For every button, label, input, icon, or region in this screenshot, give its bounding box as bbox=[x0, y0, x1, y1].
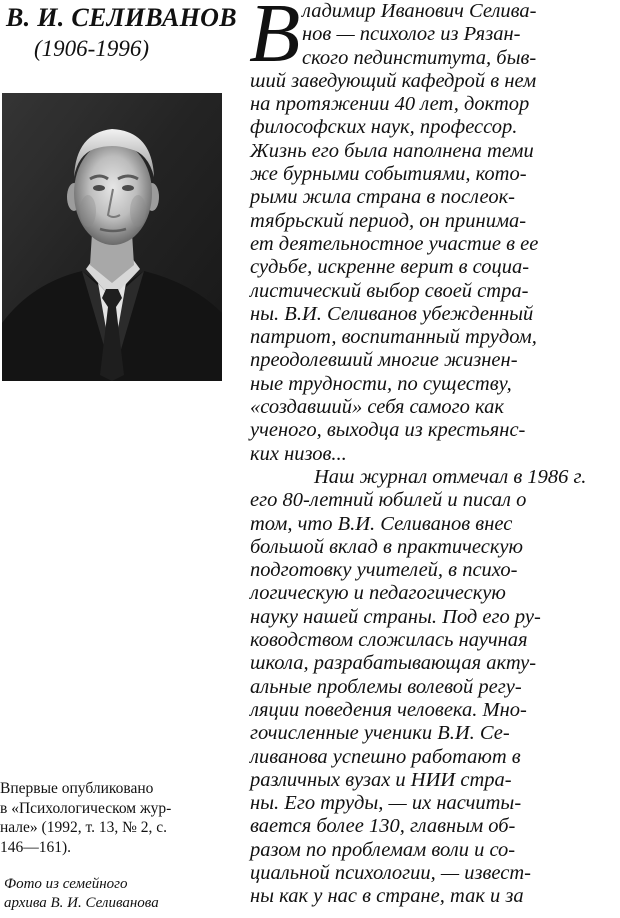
text-line: ученого, выходца из крестьянс- bbox=[250, 419, 526, 442]
text-line: ководством сложилась научная bbox=[250, 629, 528, 652]
person-name: В. И. СЕЛИВАНОВ bbox=[6, 3, 237, 32]
text-line: нов — психолог из Рязан- bbox=[302, 23, 521, 46]
caption-line: Впервые опубликовано bbox=[0, 780, 154, 797]
credit-line: архива В. И. Селиванова bbox=[4, 895, 159, 911]
caption-line: 146—161). bbox=[0, 838, 72, 856]
text-line: вается более 130, главным об- bbox=[250, 815, 516, 838]
text-line: ливанова успешно работают в bbox=[250, 745, 521, 768]
text-line: ладимир Иванович Селива- bbox=[302, 0, 537, 22]
text-line: судьбе, искренне верит в социа- bbox=[250, 256, 530, 279]
text-line: Жизнь его была наполнена теми bbox=[250, 139, 534, 162]
text-line: подготовку учителей, в психо- bbox=[250, 559, 518, 582]
article-body bbox=[250, 0, 616, 909]
text-line: большой вклад в практическую bbox=[250, 535, 523, 558]
drop-cap: В bbox=[249, 0, 301, 80]
text-line: на протяжении 40 лет, доктор bbox=[250, 93, 530, 116]
text-line: ны. Его труды, — их насчиты- bbox=[250, 792, 522, 815]
text-line: ляции поведения человека. Мно- bbox=[250, 698, 527, 721]
photo-caption bbox=[0, 779, 226, 857]
text-line: том, что В.И. Селиванов внес bbox=[250, 512, 513, 535]
credit-line: Фото из семейного bbox=[4, 876, 128, 892]
caption-line: нале» (1992, т. 13, № 2, с. bbox=[0, 819, 167, 836]
text-line: ные трудности, по существу, bbox=[250, 372, 512, 395]
text-line: философских наук, профессор. bbox=[250, 116, 518, 139]
photo-credit bbox=[4, 875, 226, 913]
text-line: ший заведующий кафедрой в нем bbox=[250, 69, 537, 92]
text-line: логическую и педагогическую bbox=[250, 582, 506, 605]
text-line: ких низов... bbox=[250, 442, 347, 465]
caption-line: в «Психологическом жур- bbox=[0, 799, 172, 817]
text-line: ет деятельностное участие в ее bbox=[250, 232, 539, 255]
text-line: же бурными событиями, кото- bbox=[250, 163, 527, 186]
text-line: рыми жила страна в послеок- bbox=[250, 186, 515, 209]
text-line: ны как у нас в стране, так и за bbox=[250, 885, 524, 908]
text-line: альные проблемы волевой регу- bbox=[250, 675, 522, 698]
text-line: школа, разрабатывающая акту- bbox=[250, 652, 537, 675]
text-line: преодолевший многие жизнен- bbox=[250, 349, 518, 372]
text-line: ского пединститута, быв- bbox=[302, 46, 537, 69]
text-line: науку нашей страны. Под его ру- bbox=[250, 605, 541, 628]
text-line: гочисленные ученики В.И. Се- bbox=[250, 722, 510, 745]
life-years: (1906-1996) bbox=[34, 36, 149, 61]
text-line: ны. В.И. Селиванов убежденный bbox=[250, 302, 534, 325]
text-line: разом по проблемам воли и со- bbox=[250, 838, 516, 861]
text-line: циальной психологии, — извест- bbox=[250, 861, 531, 884]
portrait-photo bbox=[2, 93, 222, 381]
text-line: Наш журнал отмечал в 1986 г. bbox=[314, 465, 587, 488]
text-line: патриот, воспитанный трудом, bbox=[250, 326, 537, 349]
text-line: тябрьский период, он принима- bbox=[250, 209, 527, 232]
portrait-image bbox=[2, 93, 222, 381]
text-line: листический выбор своей стра- bbox=[250, 279, 529, 302]
text-line: различных вузах и НИИ стра- bbox=[250, 768, 512, 791]
text-line: его 80-летний юбилей и писал о bbox=[250, 489, 527, 512]
text-line: «создавший» себя самого как bbox=[250, 396, 504, 419]
